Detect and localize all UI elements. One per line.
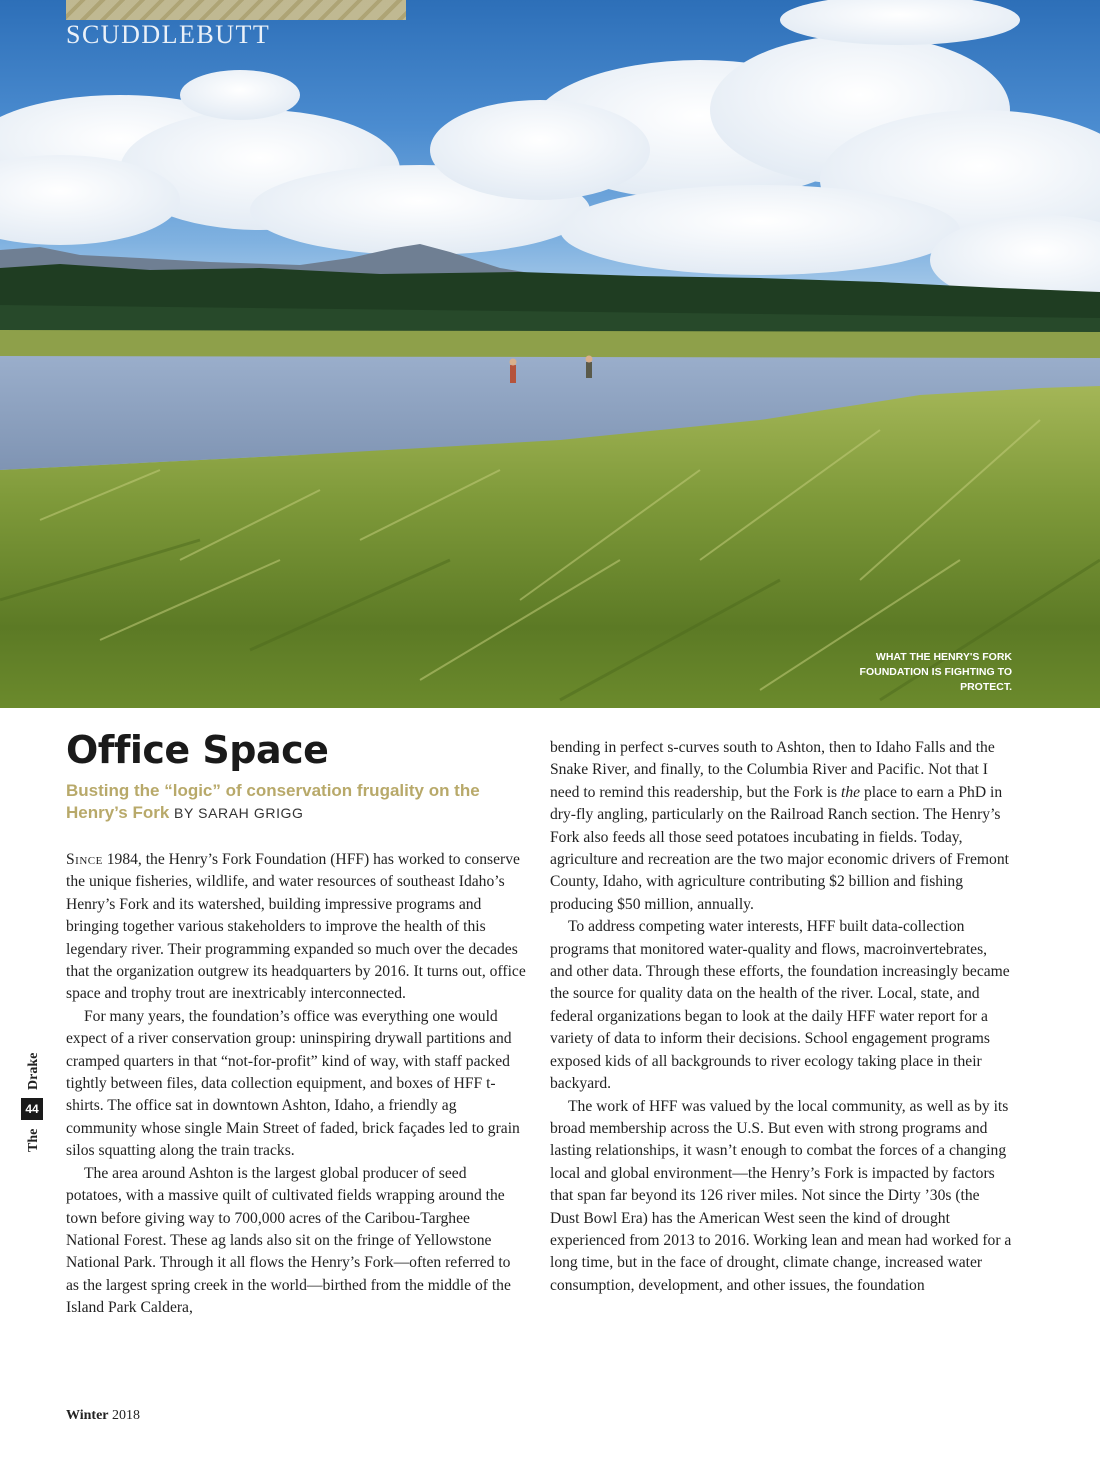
issue-season: Winter <box>66 1408 109 1423</box>
issue-footer <box>66 1408 140 1424</box>
column-1 <box>66 849 526 1320</box>
byline: BY SARAH GRIGG <box>174 805 304 821</box>
magazine-name: Drake <box>26 1052 41 1090</box>
paragraph: bending in perfect s-curves south to Ashton, then to Idaho Falls and the Snake River, and finally, to the Columbia River and Pacific. Not that I need to remind this readership, but the Fork is the place to earn a PhD in dry-fly angling, particularly on the Railroad Ranch section. The Henry’s Fork also feeds all those seed potatoes incubating in fields. Today, agriculture and recreation are the two major economic drivers of Fremont County, Idaho, with agriculture contributing $2 billion and fishing producing $50 million, annually. <box>550 739 1009 913</box>
hero-photo <box>0 0 1100 708</box>
magazine-article: The <box>26 1128 41 1152</box>
photo-caption: WHAT THE HENRY'S FORK FOUNDATION IS FIGHTING TO PROTECT. <box>859 651 1012 693</box>
section-label: SCUDDLEBUTT <box>66 20 271 49</box>
page-number: 44 <box>21 1098 43 1120</box>
paragraph: For many years, the foundation’s office was everything one would expect of a river conservation group: uninspiring drywall partitions and cramped quarters in that “not-for-profit” kind of way, with staff packed tightly between files, data collection equipment, and boxes of HFF t-shirts. The office sat in downtown Ashton, Idaho, a friendly ag community whose single Main Street of faded, brick façades led to grain silos squatting along the train tracks. <box>66 1007 520 1160</box>
section-stripe <box>66 0 406 20</box>
article-deck <box>66 780 526 824</box>
lead-in-word: Since <box>66 851 103 868</box>
issue-year: 2018 <box>112 1408 141 1423</box>
landscape-illustration <box>0 0 1100 708</box>
emphasis: the <box>841 783 861 801</box>
paragraph: The area around Ashton is the largest global producer of seed potatoes, with a massive quilt of cultivated fields wrapping around the town before giving way to 700,000 acres of the Caribou-Targhee National Forest. These ag lands also sit on the fringe of Yellowstone National Park. Through it all flows the Henry’s Fork—often referred to as the largest spring creek in the world—birthed from the middle of the Island Park Caldera, <box>66 1164 511 1317</box>
paragraph: To address competing water interests, HFF built data-collection programs that monitored water-quality and flows, macroinvertebrates, and other data. Through these efforts, the foundation increasingly became the source for quality data on the health of the river. Local, state, and federal organizations began to look at the daily HFF water report for a variety of data to inform their decisions. School engagement programs exposed kids of all backgrounds to river ecology taking place in their backyard. <box>550 918 1010 1093</box>
paragraph: Since 1984, the Henry’s Fork Foundation (HFF) has worked to conserve the unique fisheries, wildlife, and water resources of southeast Idaho’s Henry’s Fork and its watershed, building impressive programs and bringing together various stakeholders to improve the health of this legendary river. Their programming expanded so much over the decades that the organization outgrew its headquarters by 2016. It turns out, office space and trophy trout are inextricably interconnected. <box>66 851 526 1003</box>
paragraph: The work of HFF was valued by the local community, as well as by its broad membership across the U.S. But even with strong programs and lasting relationships, it wasn’t enough to combat the forces of a changing local and global environment—the Henry’s Fork is impacted by factors that span far beyond its 126 river miles. Not since the Dirty ’30s (the Dust Bowl Era) has the American West seen the kind of drought experienced from 2013 to 2016. Working lean and mean had worked for a long time, but in the face of drought, climate change, increased water consumption, development, and other issues, the foundation <box>550 1097 1012 1294</box>
deck-text: Busting the “logic” of conservation frugality on the Henry’s Fork <box>66 781 480 822</box>
column-2 <box>550 737 1012 1297</box>
article-title: Office Space <box>66 728 329 772</box>
